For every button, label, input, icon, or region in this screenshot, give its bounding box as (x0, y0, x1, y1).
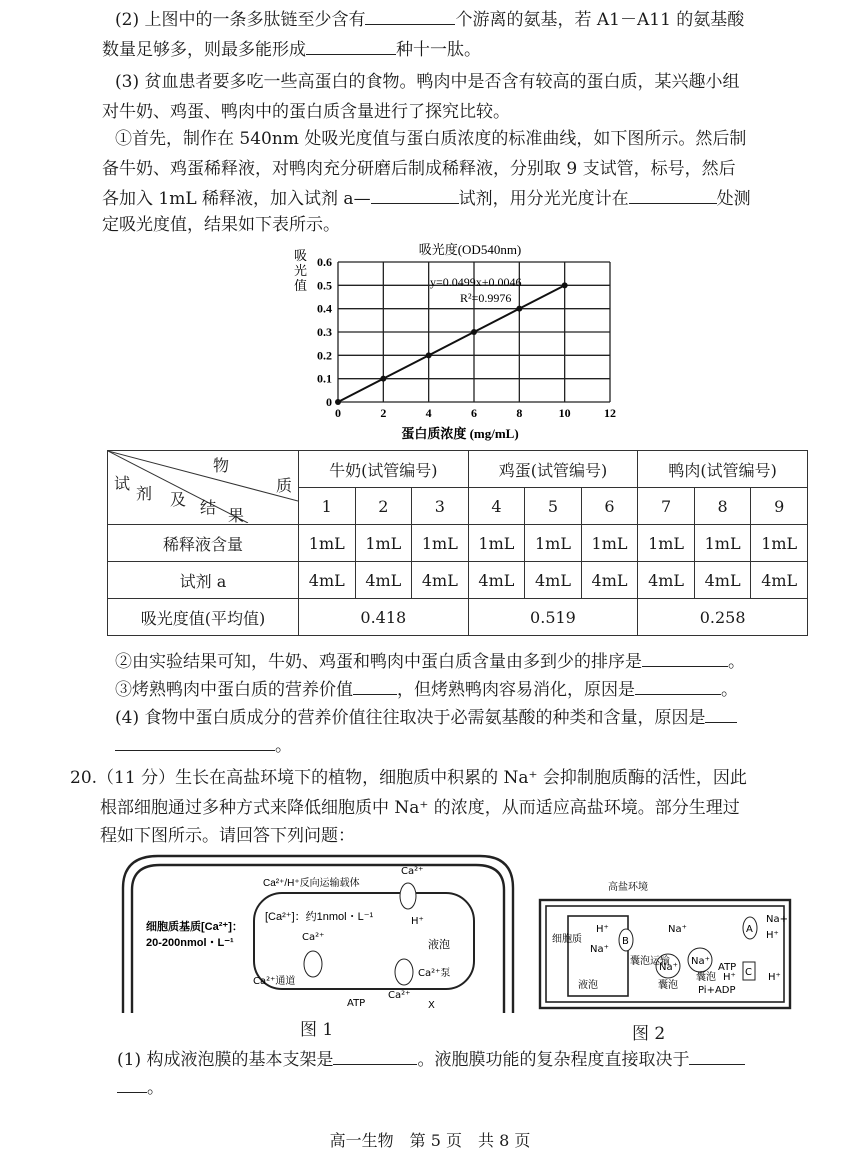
answer-blank[interactable] (642, 648, 728, 667)
na-label: Na⁺ (590, 944, 609, 955)
q20-line2: 根部细胞通过多种方式来降低细胞质中 Na⁺ 的浓度，从而适应高盐环境。部分生理过 (100, 798, 740, 818)
ca-label: Ca²⁺ (302, 932, 325, 943)
table-cell: 4mL (581, 562, 638, 599)
table-cell: 4mL (355, 562, 412, 599)
q20-text: (1) 构成液泡膜的基本支架是 (117, 1050, 334, 1070)
tube-number: 6 (581, 488, 638, 525)
vesicle-label: 囊泡 (696, 972, 716, 983)
answer-blank[interactable] (333, 1046, 417, 1065)
chart-title: 吸光度(OD540nm) (418, 242, 522, 257)
table-cell: 1mL (581, 525, 638, 562)
x-tick-label: 0 (335, 406, 341, 420)
figure-2-caption: 图 2 (632, 1024, 666, 1044)
table-cell: 1mL (751, 525, 808, 562)
answer-blank[interactable] (629, 185, 717, 204)
q3-text: 各加入 1mL 稀释液，加入试剂 a— (102, 189, 371, 209)
data-point (562, 282, 568, 288)
tube-number: 2 (355, 488, 412, 525)
q3-p1-line2: 备牛奶、鸡蛋稀释液，对鸭肉充分研磨后制成稀释液，分别取 9 支试管，标号，然后 (102, 159, 736, 179)
table-cell: 1mL (299, 525, 356, 562)
q2-text-c: 数量足够多，则最多能形成 (102, 40, 306, 60)
row-label: 试剂 a (108, 562, 299, 599)
na-label: Na⁺ (659, 962, 678, 973)
y-tick-label: 0.6 (317, 255, 332, 269)
cytosol-concentration-value: 20-200nmol・L⁻¹ (146, 937, 234, 949)
q20-text: 。 (147, 1078, 164, 1098)
q20-sub1-line1 (117, 1046, 745, 1072)
table-cell: 1mL (468, 525, 525, 562)
q3-line2: 对牛奶、鸡蛋、鸭肉中的蛋白质含量进行了探究比较。 (102, 102, 510, 122)
figure-1-diagram (118, 848, 518, 1018)
table-cell: 1mL (525, 525, 582, 562)
antiporter-protein (400, 883, 416, 909)
q3-line1: (3) 贫血患者要多吃一些高蛋白的食物。鸭肉中是否含有较高的蛋白质，某兴趣小组 (115, 72, 740, 92)
h-label: H⁺ (766, 930, 779, 941)
x-label: X (428, 1000, 435, 1011)
y-tick-label: 0.2 (317, 348, 332, 363)
results-table (107, 450, 808, 636)
tube-number: 1 (299, 488, 356, 525)
ca-label: Ca²⁺ (388, 990, 411, 1001)
corner-text: 及 (170, 490, 187, 509)
answer-blank[interactable] (365, 6, 455, 25)
table-corner-cell (108, 451, 299, 525)
answer-blank[interactable] (635, 676, 721, 695)
table-row (108, 562, 808, 599)
table-cell: 1mL (638, 525, 695, 562)
row-label: 稀释液含量 (108, 525, 299, 562)
atp-label: ATP (347, 998, 366, 1009)
q3-text: 。 (721, 680, 738, 700)
q2-text-a: (2) 上图中的一条多肽链至少含有 (115, 10, 366, 30)
transporter-c-label: C (745, 967, 752, 978)
table-row (108, 525, 808, 562)
table-cell: 1mL (355, 525, 412, 562)
tube-number: 9 (751, 488, 808, 525)
q3-p1-line1: ①首先，制作在 540nm 处吸光度值与蛋白质浓度的标准曲线，如下图所示。然后制 (115, 129, 747, 149)
table-cell: 4mL (751, 562, 808, 599)
data-point (471, 329, 477, 335)
vacuole-label: 液泡 (578, 980, 598, 991)
x-tick-label: 8 (516, 406, 523, 420)
chart-marks (335, 282, 568, 405)
table-row (108, 599, 808, 636)
data-point (426, 352, 432, 358)
na-label: Na⁺ (668, 924, 687, 935)
ca-pump-protein (395, 959, 413, 985)
q3-text: 处测 (716, 189, 751, 209)
table-cell: 4mL (638, 562, 695, 599)
q3-p1-line3 (102, 185, 751, 211)
transporter-b-label: B (622, 936, 629, 947)
y-tick-label: 0.5 (317, 278, 332, 293)
q3-text: ，但烤熟鸭肉容易消化，原因是 (397, 680, 635, 700)
x-tick-label: 2 (380, 406, 387, 420)
x-tick-label: 4 (425, 406, 432, 420)
table-cell: 4mL (525, 562, 582, 599)
q4-text: 。 (275, 736, 292, 756)
x-tick-label: 12 (604, 406, 616, 420)
vacuole-concentration-label: [Ca²⁺]：约1nmol・L⁻¹ (265, 911, 374, 923)
page-footer: 高一生物 第 5 页 共 8 页 (329, 1131, 531, 1150)
table-header-row (108, 451, 808, 488)
q3-p3 (115, 676, 738, 702)
standard-curve-chart (280, 242, 640, 442)
cytoplasm-label: 细胞质 (552, 934, 582, 945)
y-axis-label-char: 值 (294, 278, 308, 293)
h-label: H⁺ (723, 972, 736, 983)
q3-text: ③烤熟鸭肉中蛋白质的营养价值 (115, 680, 353, 700)
answer-blank[interactable] (371, 185, 459, 204)
q2-line2 (102, 36, 481, 62)
q20-text: 。液胞膜功能的复杂程度直接取决于 (417, 1050, 690, 1070)
answer-blank[interactable] (306, 36, 396, 55)
q2-text-d: 种十一肽。 (396, 40, 481, 60)
answer-blank[interactable] (115, 732, 275, 751)
y-tick-label: 0 (326, 395, 332, 409)
q20-sub1-line2 (117, 1074, 164, 1100)
answer-blank[interactable] (689, 1046, 745, 1065)
x-axis-label: 蛋白质浓度 (mg/mL) (401, 426, 519, 441)
table-cell: 4mL (412, 562, 469, 599)
q2-text-b: 个游离的氨基，若 A1－A11 的氨基酸 (455, 10, 745, 30)
data-point (380, 376, 386, 382)
table-cell: 1mL (694, 525, 751, 562)
series-line (338, 285, 565, 402)
antiporter-label: Ca²⁺/H⁺反向运输载体 (263, 878, 360, 889)
atp-label: ATP (718, 962, 737, 973)
tube-number: 8 (694, 488, 751, 525)
corner-text: 试 (114, 474, 131, 493)
y-tick-label: 0.3 (317, 325, 332, 339)
table-cell: 4mL (468, 562, 525, 599)
table-cell: 1mL (412, 525, 469, 562)
cytosol-concentration-label: 细胞质基质[Ca²⁺]： (146, 921, 243, 933)
y-axis-label (294, 248, 307, 293)
h-label: H⁺ (596, 924, 609, 935)
vesicle-label: 囊泡 (658, 980, 678, 991)
tube-number: 7 (638, 488, 695, 525)
table-cell: 0.418 (299, 599, 469, 636)
tube-number: 5 (525, 488, 582, 525)
pi-adp-label: Pi+ADP (698, 985, 736, 996)
answer-blank[interactable] (353, 676, 397, 695)
y-tick-label: 0.1 (317, 371, 332, 386)
x-tick-label: 6 (471, 406, 477, 420)
vesicle-transport-label: 囊泡运输 (630, 956, 670, 967)
data-point (335, 399, 341, 405)
answer-blank[interactable] (705, 704, 737, 723)
y-axis-label-char: 吸 (294, 248, 308, 263)
q20-line1: 20.（11 分）生长在高盐环境下的植物，细胞质中积累的 Na⁺ 会抑制胞质酶的活性，因此 (70, 768, 747, 788)
ca-channel-protein (304, 951, 322, 977)
y-axis-label-char: 光 (294, 263, 308, 278)
group-header-milk: 牛奶(试管编号) (299, 451, 469, 488)
ca-pump-label: Ca²⁺泵 (418, 968, 451, 979)
corner-text: 剂 (136, 484, 153, 503)
na-label: Na+ (766, 914, 788, 925)
corner-text: 果 (228, 506, 245, 525)
chart-r2: R²=0.9976 (460, 291, 512, 305)
table-cell: 0.519 (468, 599, 638, 636)
table-cell: 4mL (694, 562, 751, 599)
environment-label: 高盐环境 (608, 882, 648, 893)
y-tick-label: 0.4 (317, 301, 332, 316)
na-label: Na⁺ (691, 956, 710, 967)
h-label: H⁺ (411, 916, 424, 927)
chart-equation: y=0.0499x+0.0046 (430, 275, 522, 289)
q4-text: (4) 食物中蛋白质成分的营养价值往往取决于必需氨基酸的种类和含量，原因是 (115, 708, 706, 728)
q2-line1 (115, 6, 744, 32)
corner-text: 质 (276, 476, 293, 495)
h-label: H⁺ (768, 972, 781, 983)
x-tick-label: 10 (558, 406, 571, 420)
ca-label: Ca²⁺ (401, 866, 424, 877)
corner-text: 结 (200, 498, 217, 517)
group-header-egg: 鸡蛋(试管编号) (468, 451, 638, 488)
tube-number: 4 (468, 488, 525, 525)
ca-channel-label: Ca²⁺通道 (253, 976, 296, 987)
answer-blank[interactable] (117, 1074, 147, 1093)
q4-line1 (115, 704, 737, 730)
q4-line2 (115, 732, 292, 758)
figure-2-diagram (538, 880, 793, 1010)
table-cell: 4mL (299, 562, 356, 599)
corner-text: 物 (213, 456, 230, 475)
tube-number: 3 (412, 488, 469, 525)
group-header-duck: 鸭肉(试管编号) (638, 451, 808, 488)
vacuole-label: 液泡 (428, 939, 450, 951)
figure-1-caption: 图 1 (300, 1020, 334, 1040)
q3-p1-line4: 定吸光度值，结果如下表所示。 (102, 215, 340, 235)
transporter-a-label: A (746, 924, 753, 935)
q20-line3: 程如下图所示。请回答下列问题： (100, 826, 355, 846)
q3-text: 试剂，用分光光度计在 (458, 189, 629, 209)
row-label: 吸光度值(平均值) (108, 599, 299, 636)
table-cell: 0.258 (638, 599, 808, 636)
data-point (516, 306, 522, 312)
q3-text: ②由实验结果可知，牛奶、鸡蛋和鸭肉中蛋白质含量由多到少的排序是 (115, 652, 642, 672)
q3-text: 。 (728, 652, 745, 672)
q3-p2 (115, 648, 745, 674)
